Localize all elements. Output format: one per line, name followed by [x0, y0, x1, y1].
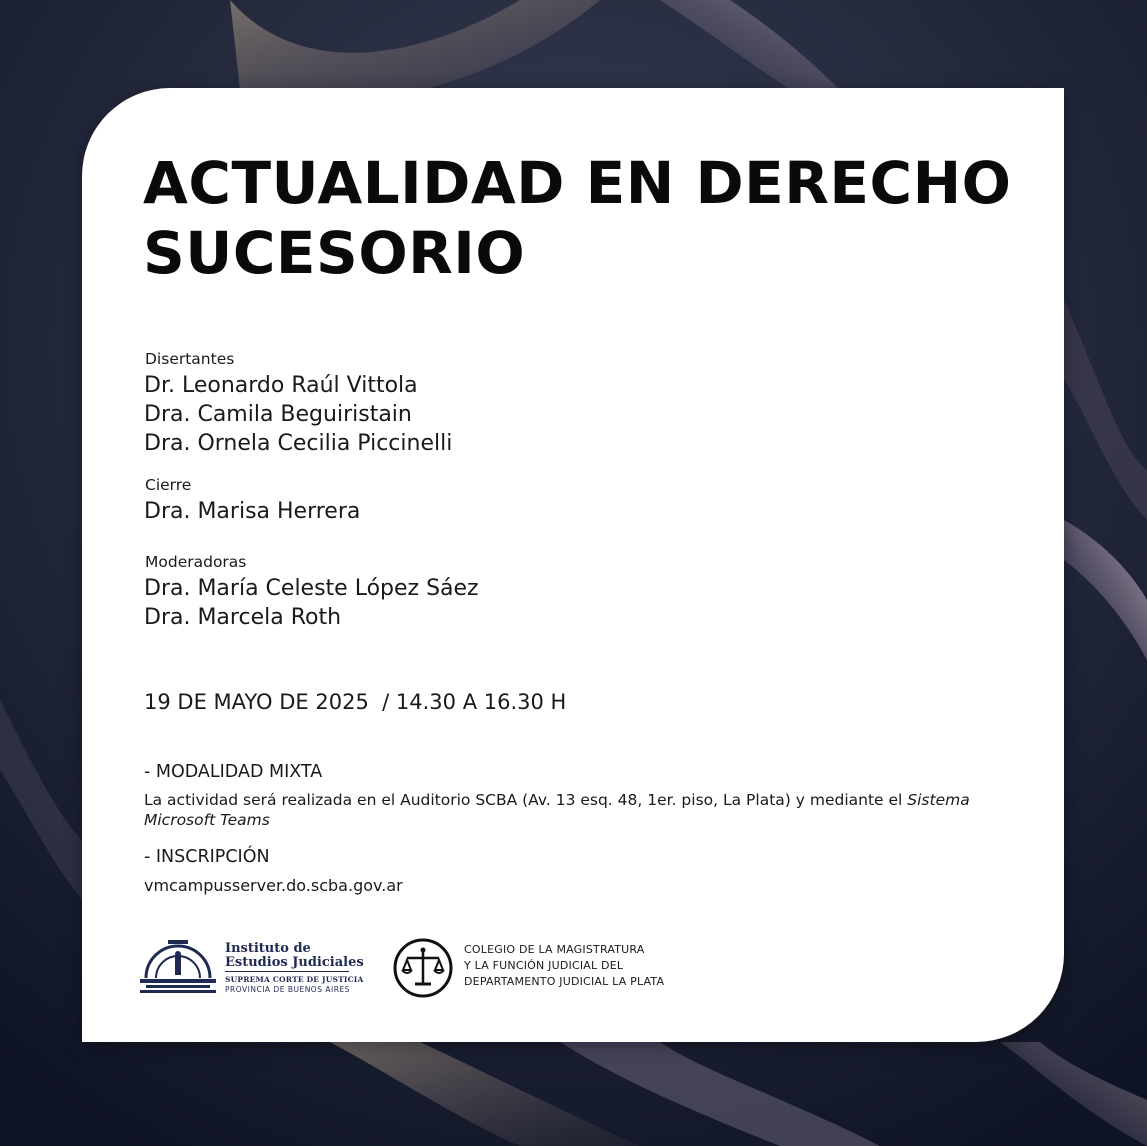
instituto-subtitle-1: SUPREMA CORTE DE JUSTICIA	[225, 975, 364, 984]
title-line-1: ACTUALIDAD EN DERECHO	[143, 149, 1012, 217]
modalidad-platform: Sistema Microsoft Teams	[144, 791, 970, 829]
colegio-line-3: DEPARTAMENTO JUDICIAL LA PLATA	[464, 975, 665, 988]
instituto-divider	[225, 971, 349, 972]
cierre-label: Cierre	[145, 476, 192, 494]
event-schedule: 19 DE MAYO DE 2025 / 14.30 A 16.30 H	[144, 690, 567, 714]
cierre-name: Dra. Marisa Herrera	[144, 499, 361, 524]
page-title	[143, 148, 1023, 288]
disertante-name-2: Dra. Camila Beguiristain	[144, 402, 412, 427]
moderadora-name-1: Dra. María Celeste López Sáez	[144, 576, 479, 601]
disertante-name-1: Dr. Leonardo Raúl Vittola	[144, 373, 418, 398]
inscripcion-heading: - INSCRIPCIÓN	[144, 847, 270, 867]
colegio-line-1: COLEGIO DE LA MAGISTRATURA	[464, 943, 645, 956]
instituto-name	[225, 942, 364, 970]
instituto-subtitle-2: PROVINCIA DE BUENOS AIRES	[225, 985, 350, 994]
colegio-line-2: Y LA FUNCIÓN JUDICIAL DEL	[464, 959, 624, 972]
title-line-2: SUCESORIO	[143, 219, 526, 287]
disertante-name-3: Dra. Ornela Cecilia Piccinelli	[144, 431, 453, 456]
inscripcion-link[interactable]: vmcampusserver.do.scba.gov.ar	[144, 876, 403, 895]
colegio-name	[464, 942, 664, 990]
modalidad-heading: - MODALIDAD MIXTA	[144, 762, 323, 782]
scales-of-justice-icon	[393, 938, 453, 998]
moderadoras-label: Moderadoras	[145, 553, 247, 571]
disertantes-label: Disertantes	[145, 350, 235, 368]
modalidad-text: La actividad será realizada en el Auditorio SCBA (Av. 13 esq. 48, 1er. piso, La Plata) y mediante el	[144, 791, 908, 809]
moderadora-name-2: Dra. Marcela Roth	[144, 605, 342, 630]
courthouse-icon	[138, 938, 218, 994]
instituto-name-line-2: Estudios Judiciales	[225, 955, 364, 970]
modalidad-description	[144, 790, 974, 830]
instituto-name-line-1: Instituto de	[225, 941, 311, 956]
